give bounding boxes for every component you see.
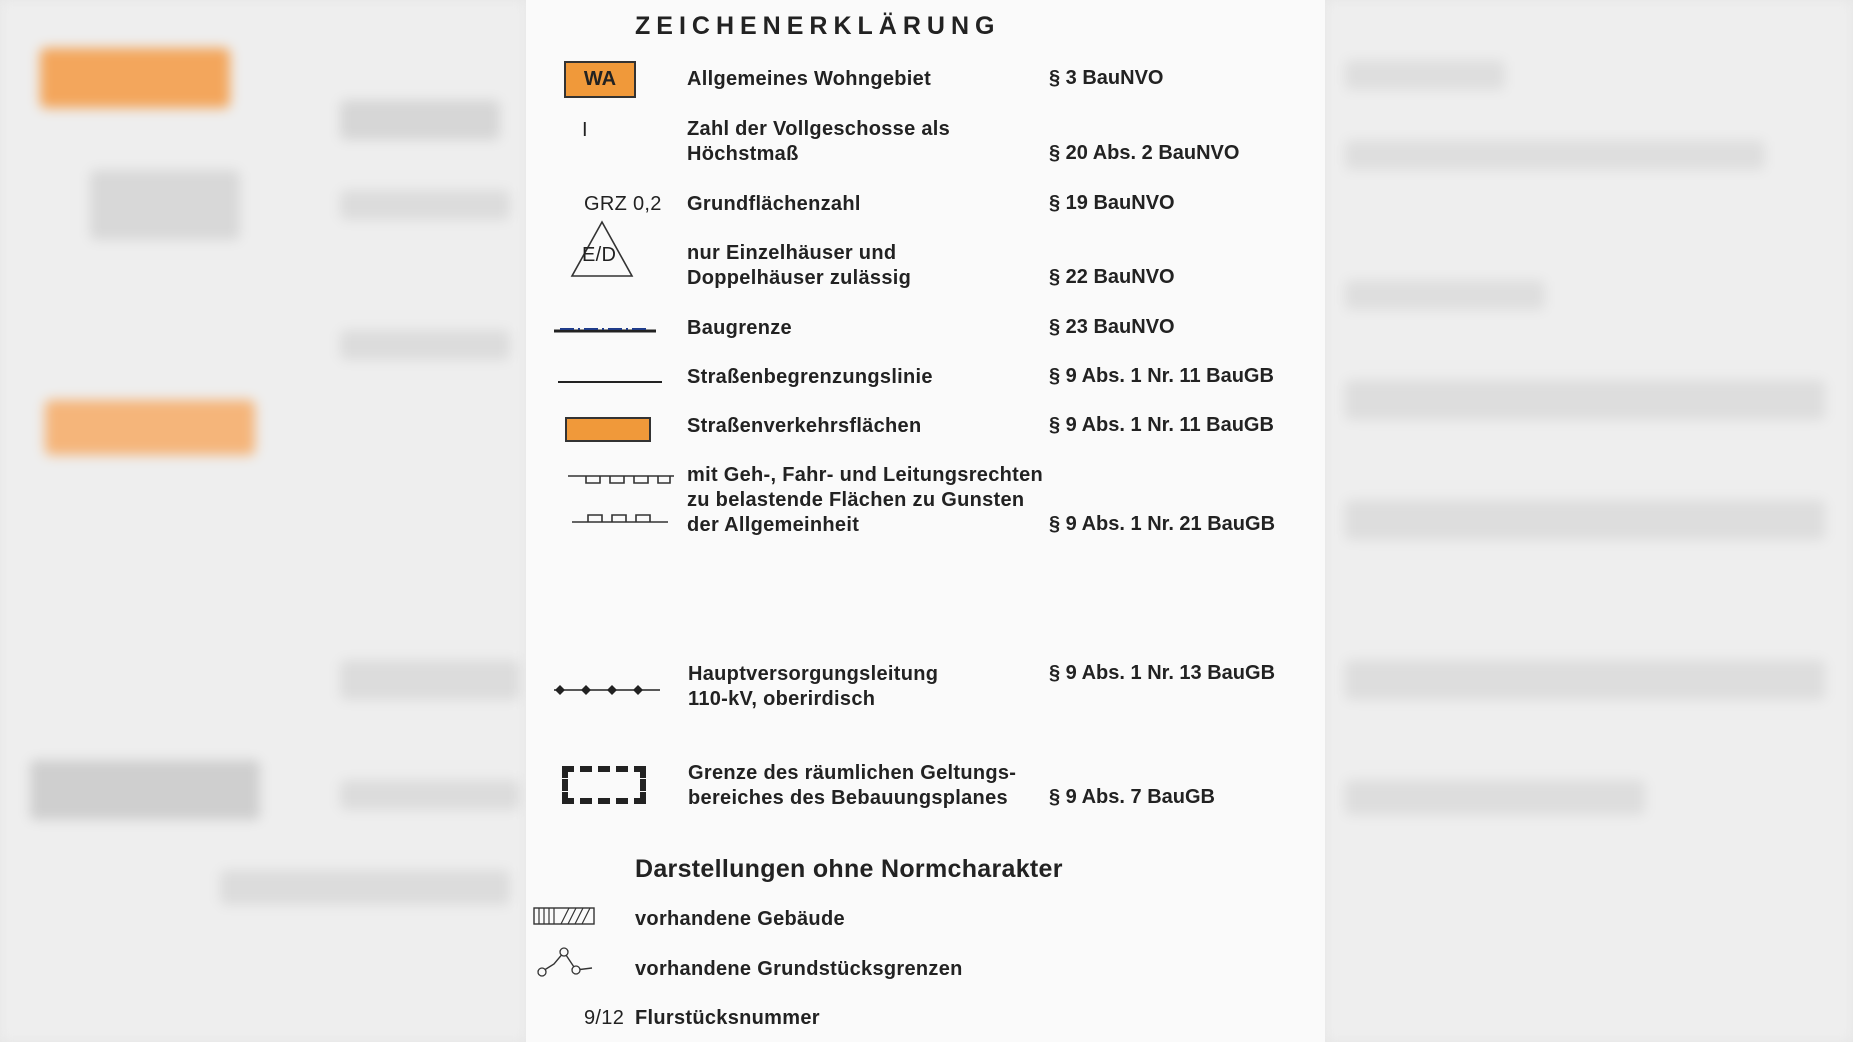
legend-title: ZEICHENERKLÄRUNG (635, 12, 1001, 40)
row-reference: § 9 Abs. 7 BauGB (1049, 786, 1215, 808)
row-label: 110-kV, oberirdisch (688, 688, 876, 710)
row-label: Straßenverkehrsflächen (687, 415, 922, 437)
row-label: Hauptversorgungsleitung (688, 663, 939, 685)
row-reference: § 19 BauNVO (1049, 192, 1175, 214)
row-label: Baugrenze (687, 317, 792, 339)
easement-line-symbol (568, 470, 674, 530)
row-label: Doppelhäuser zulässig (687, 267, 912, 289)
row-label: mit Geh-, Fahr- und Leitungsrechten (687, 464, 1044, 486)
row-label: Allgemeines Wohngebiet (687, 68, 932, 90)
legend-sheet (526, 0, 1325, 1042)
building-line-symbol (554, 326, 656, 336)
informal-heading: Darstellungen ohne Normcharakter (635, 855, 1063, 883)
row-label: Straßenbegrenzungslinie (687, 366, 933, 388)
background-right-blur (1325, 0, 1853, 1042)
row-reference: § 20 Abs. 2 BauNVO (1049, 142, 1240, 164)
parcel-number-symbol: 9/12 (584, 1007, 625, 1029)
parcel-boundary-icon (534, 944, 596, 980)
background-left-blur (0, 0, 526, 1042)
informal-item-label: vorhandene Grundstücksgrenzen (635, 958, 963, 980)
existing-building-icon (533, 907, 595, 925)
informal-item-label: Flurstücksnummer (635, 1007, 820, 1029)
wa-zone-symbol (564, 61, 636, 98)
traffic-area-symbol (565, 417, 651, 442)
row-label: zu belastende Flächen zu Gunsten (687, 489, 1025, 511)
row-reference: § 9 Abs. 1 Nr. 13 BauGB (1049, 662, 1276, 684)
row-label: der Allgemeinheit (687, 514, 860, 536)
row-label: Höchstmaß (687, 143, 799, 165)
row-label: Grenze des räumlichen Geltungs- (688, 762, 1017, 784)
row-label: bereiches des Bebauungsplanes (688, 787, 1008, 809)
row-reference: § 3 BauNVO (1049, 67, 1164, 89)
power-line-symbol (548, 680, 664, 700)
row-label: nur Einzelhäuser und (687, 242, 897, 264)
wa-symbol-label: WA (583, 68, 617, 90)
row-reference: § 9 Abs. 1 Nr. 11 BauGB (1049, 414, 1274, 436)
row-reference: § 22 BauNVO (1049, 266, 1175, 288)
ed-symbol-label: E/D (582, 244, 617, 266)
row-label: Grundflächenzahl (687, 193, 861, 215)
informal-item-label: vorhandene Gebäude (635, 908, 845, 930)
plan-boundary-symbol (562, 766, 646, 804)
row-reference: § 9 Abs. 1 Nr. 21 BauGB (1049, 513, 1276, 535)
storey-symbol: I (582, 119, 588, 141)
row-reference: § 23 BauNVO (1049, 316, 1175, 338)
street-boundary-line-symbol (558, 381, 662, 383)
row-reference: § 9 Abs. 1 Nr. 11 BauGB (1049, 365, 1274, 387)
row-label: Zahl der Vollgeschosse als (687, 118, 951, 140)
grz-symbol: GRZ 0,2 (584, 193, 662, 215)
